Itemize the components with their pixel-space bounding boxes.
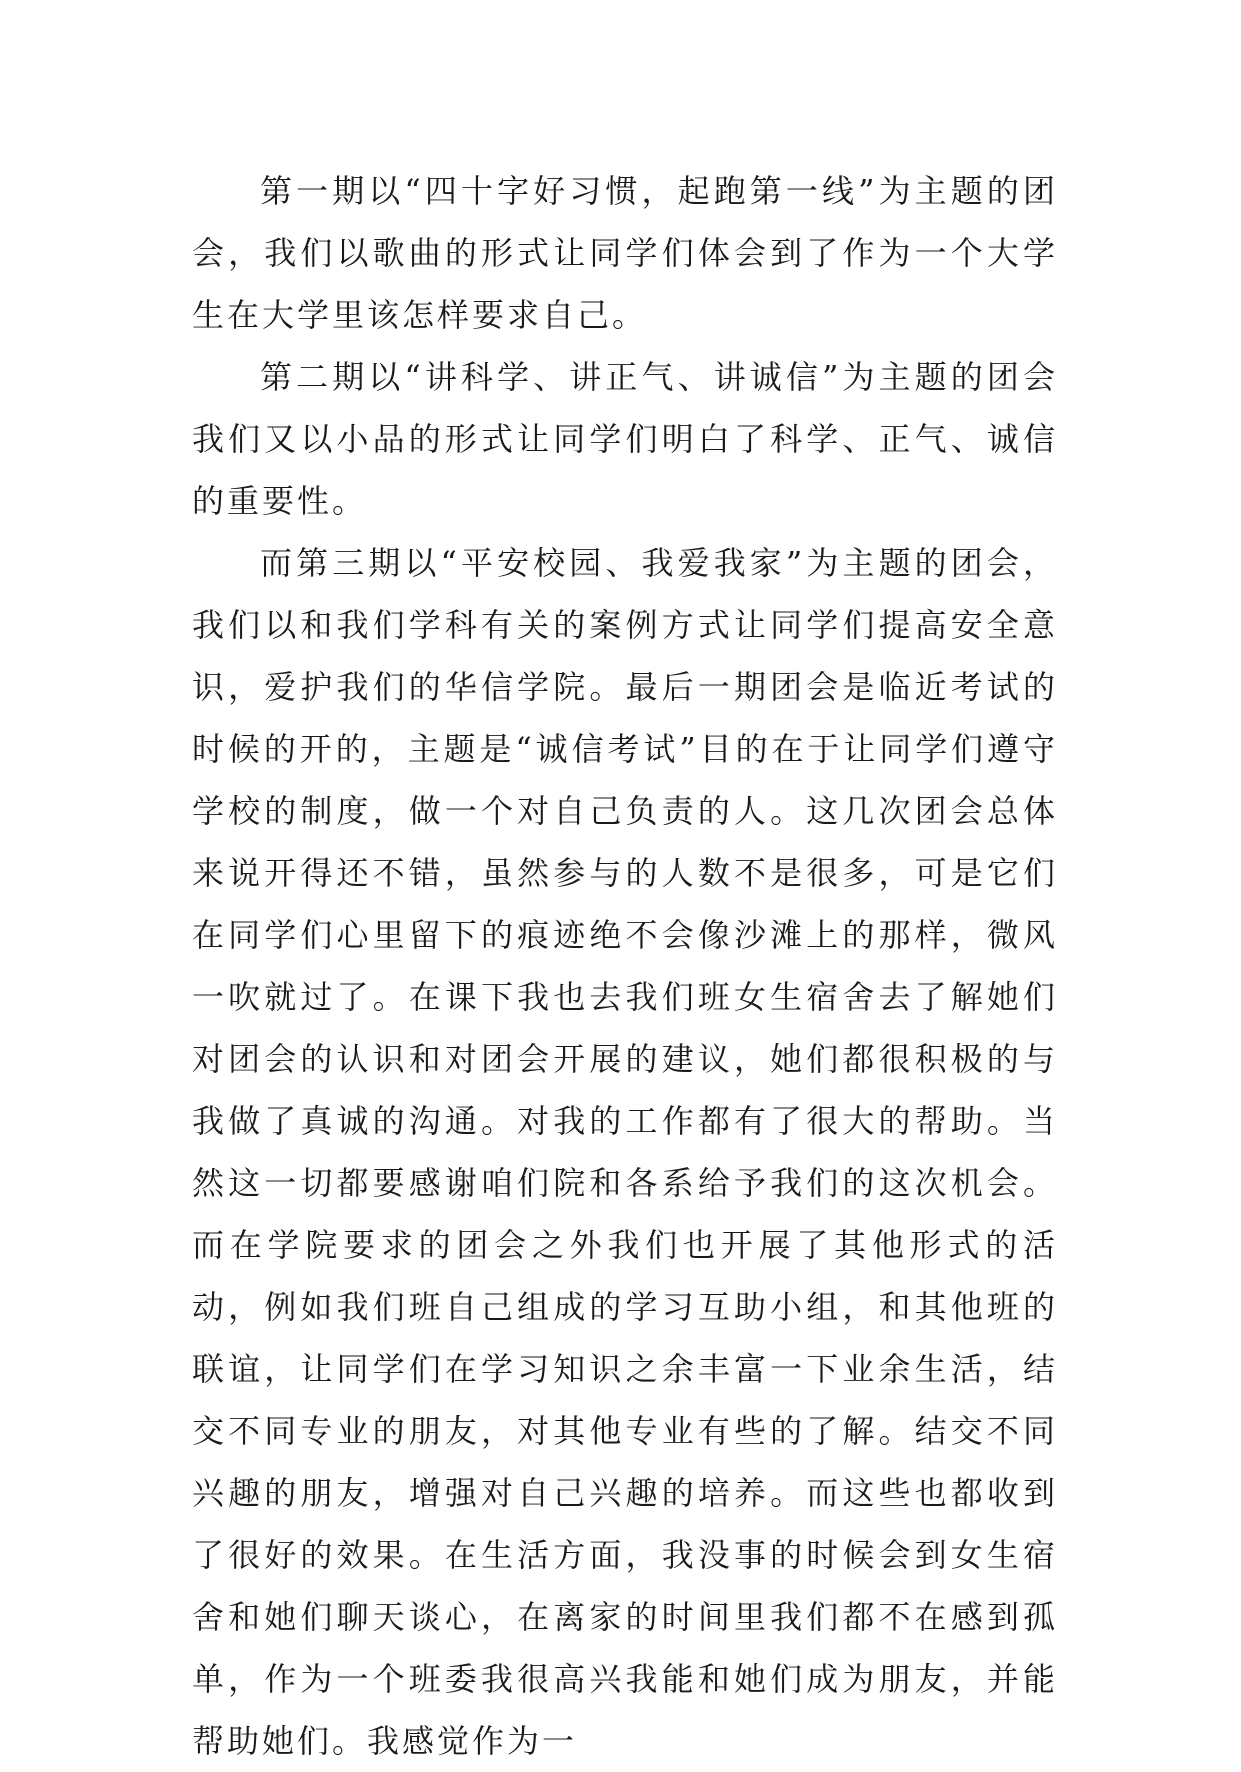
- paragraph-1: 第一期以“四十字好习惯，起跑第一线”为主题的团会，我们以歌曲的形式让同学们体会到了作为一个大学生在大学里该怎样要求自己。: [192, 172, 1058, 334]
- document-body: [192, 160, 1058, 1772]
- paragraph-3: 而第三期以“平安校园、我爱我家”为主题的团会，我们以和我们学科有关的案例方式让同学们提高安全意识，爱护我们的华信学院。最后一期团会是临近考试的时候的开的，主题是“诚信考试”目的在于让同学们遵守学校的制度，做一个对自己负责的人。这几次团会总体来说开得还不错，虽然参与的人数不是很多，可是它们在同学们心里留下的痕迹绝不会像沙滩上的那样，微风一吹就过了。在课下我也去我们班女生宿舍去了解她们对团会的认识和对团会开展的建议，她们都很积极的与我做了真诚的沟通。对我的工作都有了很大的帮助。当然这一切都要感谢咱们院和各系给予我们的这次机会。而在学院要求的团会之外我们也开展了其他形式的活动，例如我们班自己组成的学习互助小组，和其他班的联谊，让同学们在学习知识之余丰富一下业余生活，结交不同专业的朋友，对其他专业有些的了解。结交不同兴趣的朋友，增强对自己兴趣的培养。而这些也都收到了很好的效果。在生活方面，我没事的时候会到女生宿舍和她们聊天谈心，在离家的时间里我们都不在感到孤单，作为一个班委我很高兴我能和她们成为朋友，并能帮助她们。我感觉作为一: [192, 544, 1058, 1760]
- paragraph-2: 第二期以“讲科学、讲正气、讲诚信”为主题的团会我们又以小品的形式让同学们明白了科学、正气、诚信的重要性。: [192, 358, 1058, 520]
